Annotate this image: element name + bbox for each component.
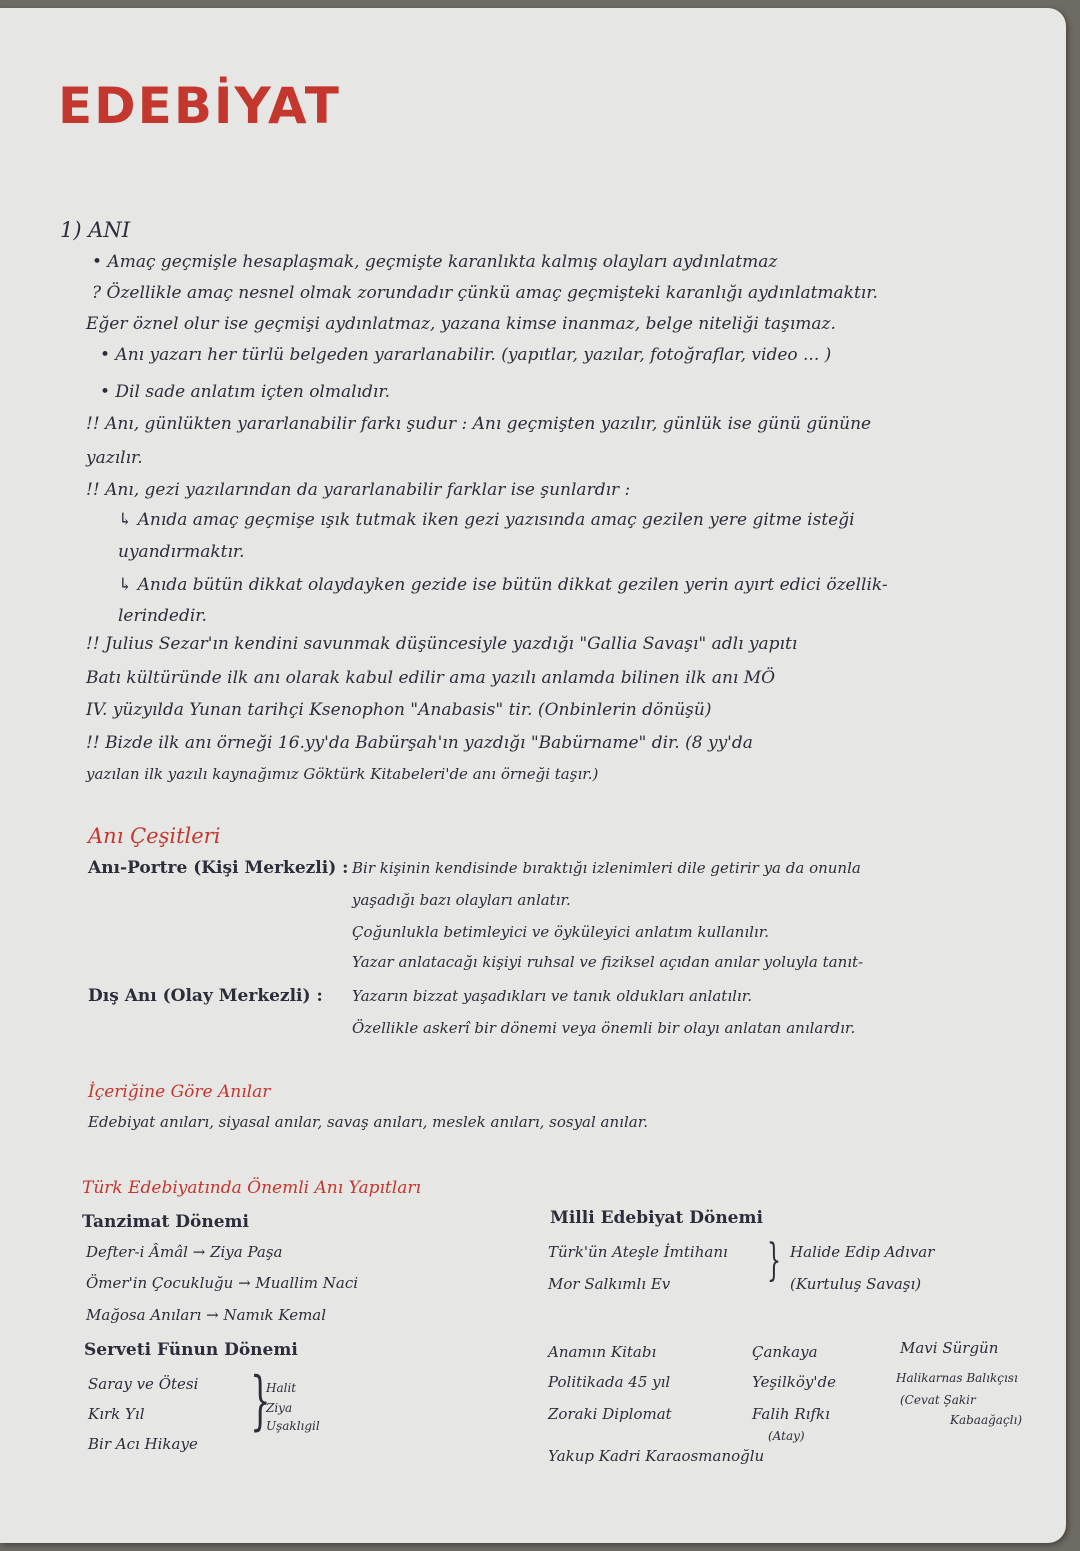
note-line: yazılır.	[86, 448, 143, 468]
note-line: Bir Acı Hikaye	[88, 1435, 198, 1453]
note-line: Mağosa Anıları → Namık Kemal	[86, 1306, 327, 1324]
note-line: Falih Rıfkı	[752, 1405, 830, 1423]
note-line: • Anı yazarı her türlü belgeden yararlanabilir. (yapıtlar, yazılar, fotoğraflar, video ... )	[100, 345, 832, 365]
note-line: Mor Salkımlı Ev	[548, 1275, 671, 1293]
note-line: ↳ Anıda bütün dikkat olaydayken gezide ise bütün dikkat gezilen yerin ayırt edici özellik-	[118, 575, 888, 595]
note-line: lerindedir.	[118, 606, 207, 626]
note-line: (Cevat Şakir	[900, 1393, 976, 1407]
note-line: Edebiyat anıları, siyasal anılar, savaş anıları, meslek anıları, sosyal anılar.	[88, 1113, 648, 1131]
note-line: Halikarnas Balıkçısı	[896, 1371, 1018, 1385]
note-line: Yazarın bizzat yaşadıkları ve tanık oldukları anlatılır.	[352, 987, 753, 1005]
heading-ani-cesitleri: Anı Çeşitleri	[88, 824, 221, 848]
note-line: Halit	[266, 1381, 297, 1395]
note-line: Halide Edip Adıvar	[790, 1243, 935, 1261]
note-line: ? Özellikle amaç nesnel olmak zorundadır çünkü amaç geçmişteki karanlığı aydınlatmaktır.	[92, 283, 878, 303]
note-line: Eğer öznel olur ise geçmişi aydınlatmaz, yazana kimse inanmaz, belge niteliği taşımaz.	[86, 314, 836, 334]
note-line: Ömer'in Çocukluğu → Muallim Naci	[86, 1274, 359, 1292]
label-ani-portre: Anı-Portre (Kişi Merkezli) :	[88, 858, 349, 878]
note-line: ↳ Anıda amaç geçmişe ışık tutmak iken gezi yazısında amaç gezilen yere gitme isteği	[118, 510, 855, 530]
note-line: !! Anı, günlükten yararlanabilir farkı şudur : Anı geçmişten yazılır, günlük ise günü gününe	[86, 414, 872, 434]
note-line: Çoğunlukla betimleyici ve öyküleyici anlatım kullanılır.	[352, 923, 770, 941]
heading-milli-edebiyat: Milli Edebiyat Dönemi	[550, 1208, 763, 1228]
note-line: !! Julius Sezar'ın kendini savunmak düşüncesiyle yazdığı "Gallia Savaşı" adlı yapıtı	[86, 634, 798, 654]
heading-serveti-funun: Serveti Fünun Dönemi	[84, 1340, 298, 1360]
note-line: yaşadığı bazı olayları anlatır.	[352, 891, 571, 909]
note-line: Batı kültüründe ilk anı olarak kabul edilir ama yazılı anlamda bilinen ilk anı MÖ	[86, 668, 776, 688]
note-line: Çankaya	[752, 1343, 818, 1361]
note-line: Yakup Kadri Karaosmanoğlu	[548, 1447, 765, 1465]
note-line: Defter-i Âmâl → Ziya Paşa	[86, 1243, 283, 1261]
note-line: • Amaç geçmişle hesaplaşmak, geçmişte karanlıkta kalmış olayları aydınlatmaz	[92, 252, 778, 272]
heading-tanzimat: Tanzimat Dönemi	[82, 1212, 249, 1232]
brace-icon: }	[250, 1364, 271, 1438]
note-line: !! Anı, gezi yazılarından da yararlanabilir farklar ise şunlardır :	[86, 480, 631, 500]
note-line: IV. yüzyılda Yunan tarihçi Ksenophon "Anabasis" tir. (Onbinlerin dönüşü)	[86, 700, 712, 720]
note-line: Uşaklıgil	[266, 1419, 320, 1433]
note-line: Özellikle askerî bir dönemi veya önemli bir olayı anlatan anılardır.	[352, 1019, 856, 1037]
note-line: Zoraki Diplomat	[548, 1405, 672, 1423]
section-heading-ani: 1) ANI	[60, 218, 131, 242]
note-line: Bir kişinin kendisinde bıraktığı izlenimleri dile getirir ya da onunla	[352, 859, 861, 877]
note-line: • Dil sade anlatım içten olmalıdır.	[100, 382, 390, 402]
note-line: Kırk Yıl	[88, 1405, 145, 1423]
note-line: Anamın Kitabı	[548, 1343, 657, 1361]
note-line: (Kurtuluş Savaşı)	[790, 1275, 922, 1293]
note-line: Saray ve Ötesi	[88, 1375, 199, 1393]
heading-turk-edebiyati: Türk Edebiyatında Önemli Anı Yapıtları	[82, 1178, 421, 1198]
note-line: Yazar anlatacağı kişiyi ruhsal ve fiziksel açıdan anılar yoluyla tanıt-	[352, 953, 864, 971]
note-line: yazılan ilk yazılı kaynağımız Göktürk Kitabeleri'de anı örneği taşır.)	[86, 765, 599, 783]
heading-icerigine-gore: İçeriğine Göre Anılar	[88, 1082, 271, 1102]
note-line: Politikada 45 yıl	[548, 1373, 671, 1391]
note-line: Kabaağaçlı)	[950, 1413, 1023, 1427]
note-line: Ziya	[266, 1401, 293, 1415]
brace-icon: }	[767, 1235, 781, 1286]
note-line: Mavi Sürgün	[900, 1339, 999, 1357]
note-line: Yeşilköy'de	[752, 1373, 836, 1391]
page-title: EDEBİYAT	[58, 77, 341, 135]
note-line: !! Bizde ilk anı örneği 16.yy'da Babürşah'ın yazdığı "Babürname" dir. (8 yy'da	[86, 733, 753, 753]
note-line: Türk'ün Ateşle İmtihanı	[548, 1243, 728, 1261]
label-dis-ani: Dış Anı (Olay Merkezli) :	[88, 986, 323, 1006]
note-line: (Atay)	[768, 1429, 805, 1443]
note-line: uyandırmaktır.	[118, 542, 245, 562]
